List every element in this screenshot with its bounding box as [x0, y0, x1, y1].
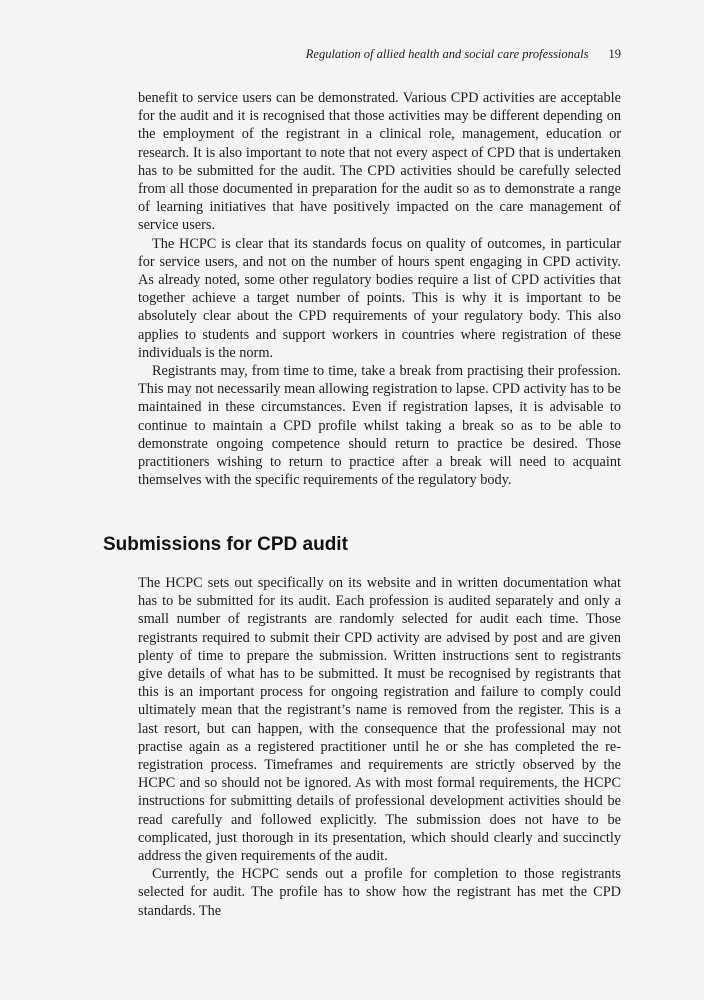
body-text-upper: [138, 89, 621, 489]
running-header: [306, 47, 621, 62]
paragraph: The HCPC sets out specifically on its website and in written documentation what has to be submitted for its audit. Each profession is audited separately and only a small number of registrants are randomly selected for audit each time. Those registrants required to submit their CPD activity are advised by post and are given plenty of time to prepare the submission. Written instructions sent to registrants give details of what has to be submitted. It must be recognised by registrants that this is an important process for ongoing registration and failure to comply could ultimately mean that the registrant’s name is removed from the register. This is a last resort, but can happen, with the consequence that the professional may not practise again as a registered practitioner until he or she has completed the re-registration process. Timeframes and requirements are strictly observed by the HCPC and so should not be ignored. As with most formal requirements, the HCPC instructions for submitting details of professional development activities should be read carefully and followed explicitly. The submission does not have to be complicated, just thorough in its presentation, which should clearly and succinctly address the given requirements of the audit.: [138, 575, 621, 865]
page-number: 19: [608, 47, 621, 61]
running-title: Regulation of allied health and social care professionals: [305, 47, 589, 61]
body-text-lower: [138, 574, 621, 920]
paragraph: Registrants may, from time to time, take a break from practising their profession. This may not necessarily mean allowing registration to lapse. CPD activity has to be maintained in these circumstances. Even if registration lapses, it is advisable to continue to maintain a CPD profile whilst taking a break so as to be able to demonstrate ongoing competence should return to practice be desired. Those practitioners wishing to return to practice after a break will need to acquaint themselves with the specific requirements of the regulatory body.: [138, 363, 621, 489]
section-heading: Submissions for CPD audit: [103, 534, 348, 555]
paragraph: benefit to service users can be demonstrated. Various CPD activities are acceptable for the audit and it is recognised that those activities may be different depending on the employment of the registrant in a clinical role, management, education or research. It is also important to note that not every aspect of CPD that is undertaken has to be submitted for the audit. The CPD activities should be carefully selected from all those documented in preparation for the audit so as to demonstrate a range of learning initiatives that have positively impacted on the care management of service users.: [138, 90, 621, 234]
paragraph: The HCPC is clear that its standards focus on quality of outcomes, in particular for service users, and not on the number of hours spent engaging in CPD activity. As already noted, some other regulatory bodies require a list of CPD activities that together achieve a target number of points. This is why it is important to be absolutely clear about the CPD requirements of your regulatory body. This also applies to students and support workers in countries where registration of these individuals is the norm.: [138, 235, 621, 361]
paragraph: Currently, the HCPC sends out a profile for completion to those registrants selected for audit. The profile has to show how the registrant has met the CPD standards. The: [138, 866, 621, 919]
